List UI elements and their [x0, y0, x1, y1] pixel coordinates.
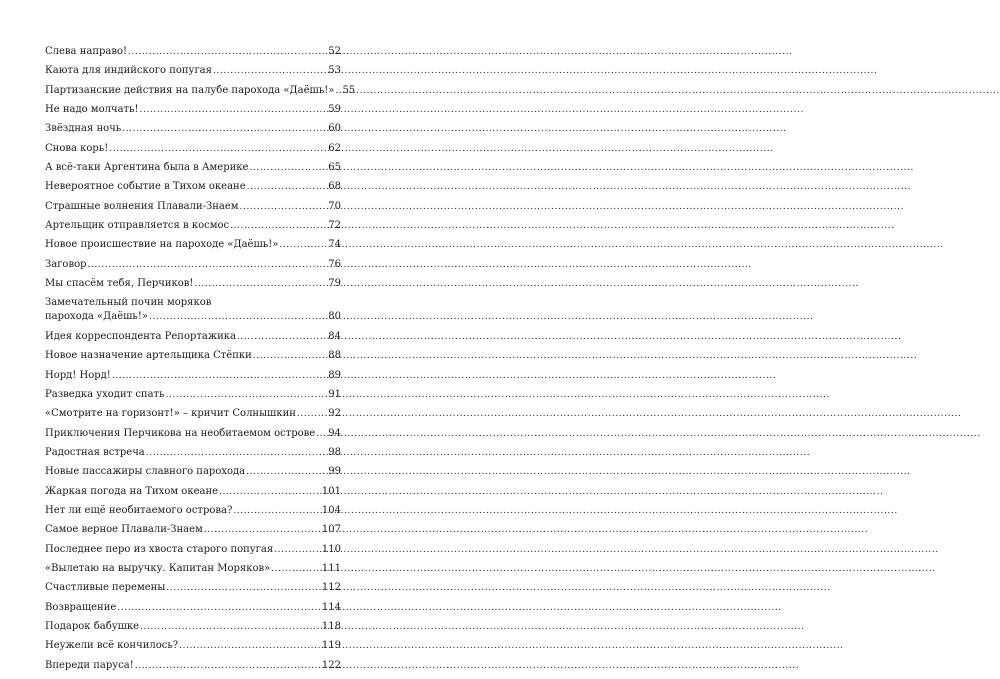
toc-entry-title: Новое назначение артельщика Стёпки — [45, 350, 252, 362]
toc-leader-dots — [166, 582, 321, 594]
toc-entry-page: 68 — [328, 181, 341, 193]
toc-entry-page: 119 — [321, 640, 341, 652]
toc-entry-title: «Вылетаю на выручку. Капитан Моряков» — [45, 562, 271, 574]
toc-entry-page: 79 — [328, 278, 341, 290]
toc-entry-title: Счастливые перемены — [45, 582, 166, 594]
book-page — [0, 0, 400, 671]
toc-leader-dots — [88, 259, 328, 271]
toc-leader-dots — [194, 278, 327, 290]
toc-entry-title: Самое верное Плавали-Знаем — [45, 524, 203, 536]
toc-entry — [45, 389, 341, 401]
toc-entry — [45, 46, 341, 58]
toc-entry-page: 62 — [328, 142, 341, 154]
toc-entry — [45, 162, 341, 174]
toc-entry-page: 52 — [328, 46, 341, 57]
toc-entry-title: Впереди паруса! — [45, 659, 134, 671]
toc-entry — [45, 123, 341, 135]
toc-entry — [45, 259, 341, 271]
toc-entry-title: Норд! Норд! — [45, 369, 111, 381]
toc-entry-title: Нет ли ещё необитаемого острова? — [45, 504, 233, 516]
toc-entry — [45, 84, 356, 97]
toc-leader-dots — [230, 220, 327, 232]
toc-entry-title: Новые пассажиры славного парохода — [45, 466, 246, 478]
toc-entry-title: Партизанские действия на палубе парохода «Даёшь!» — [45, 84, 335, 96]
toc-entry — [45, 582, 341, 594]
toc-leader-dots — [316, 428, 327, 440]
toc-entry — [45, 447, 341, 459]
toc-entry-title: Радостная встреча — [45, 446, 145, 458]
toc-entry-page: 111 — [321, 562, 341, 574]
toc-entry — [45, 220, 341, 232]
toc-entry-page: 112 — [321, 582, 341, 594]
toc-leader-dots — [128, 46, 327, 58]
toc-entry-title: Идея корреспондента Репортажика — [45, 330, 236, 342]
toc-leader-dots — [219, 486, 321, 498]
toc-entry-title: Не надо молчать! — [45, 104, 139, 116]
toc-entry-title: «Смотрите на горизонт!» – кричит Солнышкин — [45, 408, 296, 420]
toc-entry-title: Страшные волнения Плавали-Знаем — [45, 200, 239, 212]
toc-entry-title: Мы спасём тебя, Перчиков! — [45, 278, 194, 290]
toc-entry-page: 84 — [328, 330, 341, 342]
toc-entry-page: 55 — [342, 84, 356, 96]
toc-leader-dots — [279, 239, 327, 251]
toc-leader-dots — [109, 143, 327, 155]
toc-entry-page: 80 — [328, 311, 341, 323]
toc-entry-title: Заговор — [45, 258, 87, 270]
toc-entry-page: 99 — [328, 466, 341, 478]
toc-entry-page: 88 — [328, 350, 341, 362]
toc-entry — [45, 297, 341, 323]
toc-leader-dots — [166, 389, 328, 401]
toc-entry — [45, 331, 341, 343]
toc-entry — [45, 660, 341, 672]
toc-leader-dots — [213, 65, 327, 77]
toc-entry — [45, 143, 341, 155]
toc-entry-page: 104 — [321, 504, 341, 516]
toc-entry — [45, 370, 341, 382]
toc-entry-page: 94 — [328, 427, 341, 439]
toc-entry — [45, 602, 341, 614]
toc-leader-dots — [140, 621, 321, 633]
toc-leader-dots — [249, 162, 327, 174]
toc-leader-dots — [140, 104, 328, 116]
toc-entry-title-line1: Замечательный почин моряков — [45, 297, 212, 309]
toc-entry-title: Снова корь! — [45, 142, 109, 154]
toc-entry-page: 72 — [328, 220, 341, 232]
toc-entry-page: 122 — [321, 659, 341, 671]
toc-leader-dots — [246, 466, 327, 478]
toc-entry-title: Жаркая погода на Тихом океане — [45, 485, 219, 497]
toc-entry — [45, 181, 341, 193]
toc-entry — [45, 408, 341, 420]
toc-entry-title: Разведка уходит спать — [45, 388, 165, 400]
toc-entry-page: 92 — [328, 408, 341, 420]
toc-entry-page: 70 — [328, 200, 341, 212]
toc-entry-title: Новое происшествие на пароходе «Даёшь!» — [45, 239, 279, 251]
toc-entry — [45, 505, 341, 517]
toc-entry-page: 91 — [328, 388, 341, 400]
toc-leader-dots — [247, 181, 328, 193]
toc-entry-title: Последнее перо из хвоста старого попугая — [45, 543, 274, 555]
toc-entry-page: 74 — [328, 239, 341, 251]
toc-entry — [45, 428, 341, 440]
toc-entry-title: А всё-таки Аргентина была в Америке — [45, 162, 249, 174]
toc-entry-page: 89 — [328, 369, 341, 381]
toc-entry — [45, 201, 341, 213]
toc-entry-page: 101 — [321, 485, 341, 497]
toc-entry-page: 107 — [321, 524, 341, 536]
toc-entry — [45, 544, 341, 556]
toc-entry — [45, 621, 341, 633]
toc-leader-dots — [135, 660, 321, 672]
toc-entry — [45, 104, 341, 116]
toc-entry-title: Каюта для индийского попугая — [45, 65, 212, 77]
toc-leader-dots — [253, 350, 327, 362]
toc-entry — [45, 640, 341, 652]
toc-entry — [45, 350, 341, 362]
toc-leader-dots — [149, 311, 327, 323]
toc-entry-title: Возвращение — [45, 601, 117, 613]
toc-leader-dots — [240, 201, 328, 213]
toc-entry-page: 60 — [328, 123, 341, 135]
toc-leader-dots — [233, 505, 321, 517]
table-of-contents — [45, 46, 356, 679]
toc-entry — [45, 239, 341, 251]
toc-leader-dots — [271, 563, 321, 575]
toc-entry-page: 65 — [328, 162, 341, 174]
toc-entry-title: Слева направо! — [45, 46, 128, 57]
toc-entry — [45, 486, 341, 498]
toc-entry-title: Подарок бабушке — [45, 620, 140, 632]
toc-entry-page: 76 — [328, 258, 341, 270]
toc-entry-title: Звёздная ночь — [45, 123, 122, 135]
toc-entry — [45, 563, 341, 575]
toc-entry-page: 59 — [328, 104, 341, 116]
toc-entry-title: Неужели всё кончилось? — [45, 640, 179, 652]
toc-leader-dots — [117, 602, 321, 614]
toc-entry — [45, 278, 341, 290]
toc-leader-dots — [122, 123, 327, 135]
toc-entry-page: 98 — [328, 446, 341, 458]
toc-entry-page: 118 — [321, 620, 341, 632]
toc-leader-dots — [204, 524, 321, 536]
toc-entry — [45, 466, 341, 478]
toc-entry — [45, 65, 341, 77]
toc-entry-title: Артельщик отправляется в космос — [45, 220, 230, 232]
toc-entry-title: Невероятное событие в Тихом океане — [45, 181, 246, 193]
toc-leader-dots — [297, 408, 327, 420]
toc-leader-dots — [179, 640, 321, 652]
toc-entry-page: 110 — [321, 543, 341, 555]
toc-leader-dots — [237, 331, 327, 343]
toc-entry — [45, 524, 341, 536]
toc-leader-dots — [274, 544, 321, 556]
toc-entry-page: 53 — [328, 65, 341, 77]
toc-entry-page: 114 — [321, 601, 341, 613]
toc-leader-dots — [112, 370, 327, 382]
toc-leader-dots — [146, 447, 327, 459]
toc-entry-title: Приключения Перчикова на необитаемом острове — [45, 427, 316, 439]
toc-entry-title: парохода «Даёшь!» — [45, 311, 149, 323]
